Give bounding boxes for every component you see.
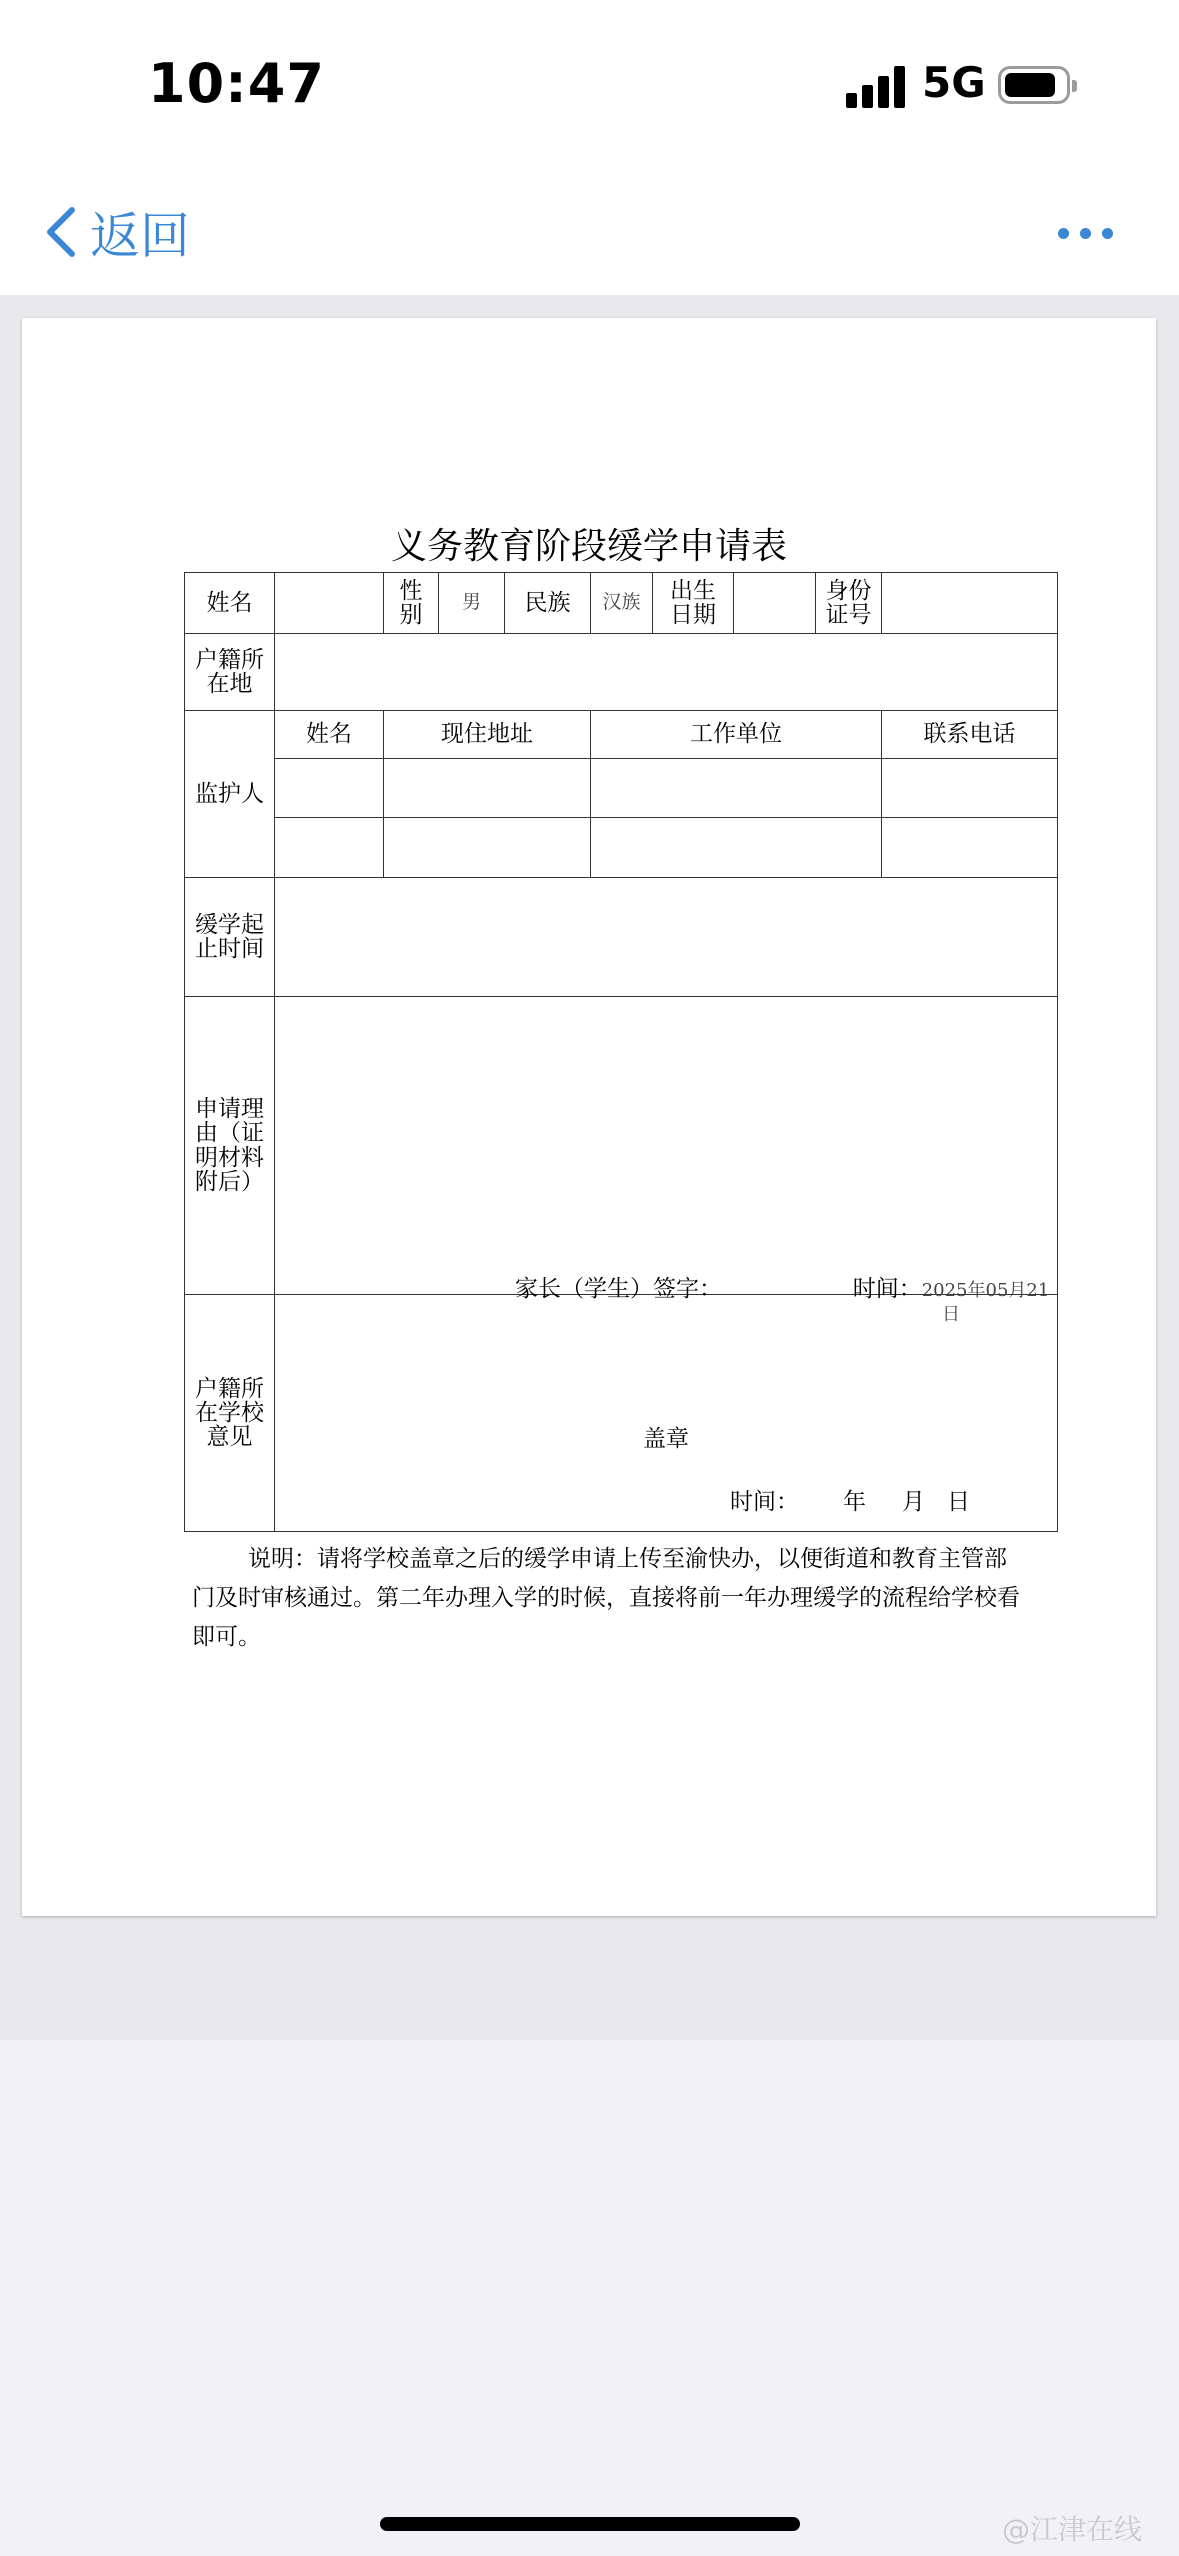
back-label: 返回 [90,207,190,265]
ethnicity-label: 民族 [505,573,591,634]
nav-bar [0,175,1179,295]
back-button[interactable] [40,197,190,267]
battery-icon [998,66,1070,104]
opinion-year: 年 [843,1489,866,1515]
gender-label: 性别 [384,573,439,634]
status-time: 10:47 [148,52,325,115]
ethnicity-value: 汉族 [591,573,653,634]
signature-label: 家长（学生）签字： [515,1276,722,1302]
opinion-time [730,1490,970,1514]
household-label: 户籍所在地 [185,634,275,711]
watermark: @江津在线 [1002,2513,1143,2546]
signal-icon [846,66,906,108]
name-value [275,573,384,634]
birth-label: 出生日期 [653,573,734,634]
school-opinion-label: 户籍所在学校意见 [185,1295,275,1532]
document-page [22,318,1156,1916]
guardian-cell [384,818,591,878]
note-text: 说明：请将学校盖章之后的缓学申请上传至渝快办，以便街道和教育主管部门及时审核通过。第二年办理入学的时候，直接将前一年办理缓学的流程给学校看即可。 [192,1546,1020,1650]
guardian-cell [275,818,384,878]
guardian-label: 监护人 [185,711,275,878]
guardian-cell [275,759,384,818]
guardian-header-employer: 工作单位 [591,711,882,759]
id-value [882,573,1058,634]
more-icon[interactable] [1058,219,1118,249]
guardian-header-phone: 联系电话 [882,711,1058,759]
reason-time-label: 时间： [852,1276,922,1302]
id-label: 身份证号 [816,573,882,634]
guardian-cell [591,759,882,818]
defer-period-value [275,878,1058,997]
guardian-header-name: 姓名 [275,711,384,759]
document-title: 义务教育阶段缓学申请表 [390,526,787,567]
network-type: 5G [922,58,986,107]
gender-value: 男 [439,573,505,634]
reason-label: 申请理由（证明材料附后） [185,997,275,1295]
chevron-left-icon [40,204,82,260]
reason-cell [275,997,1058,1326]
reason-time-value: 2025年05月21日 [921,1280,1050,1326]
school-opinion-cell [275,1295,1058,1532]
guardian-header-address: 现住地址 [384,711,591,759]
opinion-day: 日 [947,1489,970,1515]
status-bar [0,0,1179,175]
guardian-cell [882,818,1058,878]
guardian-cell [882,759,1058,818]
name-label: 姓名 [185,573,275,634]
opinion-month: 月 [902,1489,925,1515]
home-indicator[interactable] [380,2517,800,2531]
guardian-cell [384,759,591,818]
birth-value [734,573,816,634]
defer-period-label: 缓学起止时间 [185,878,275,997]
household-value [275,634,1058,711]
guardian-cell [591,818,882,878]
opinion-time-label: 时间： [730,1489,799,1515]
application-form [184,572,1058,1532]
seal-label: 盖章 [643,1426,689,1452]
